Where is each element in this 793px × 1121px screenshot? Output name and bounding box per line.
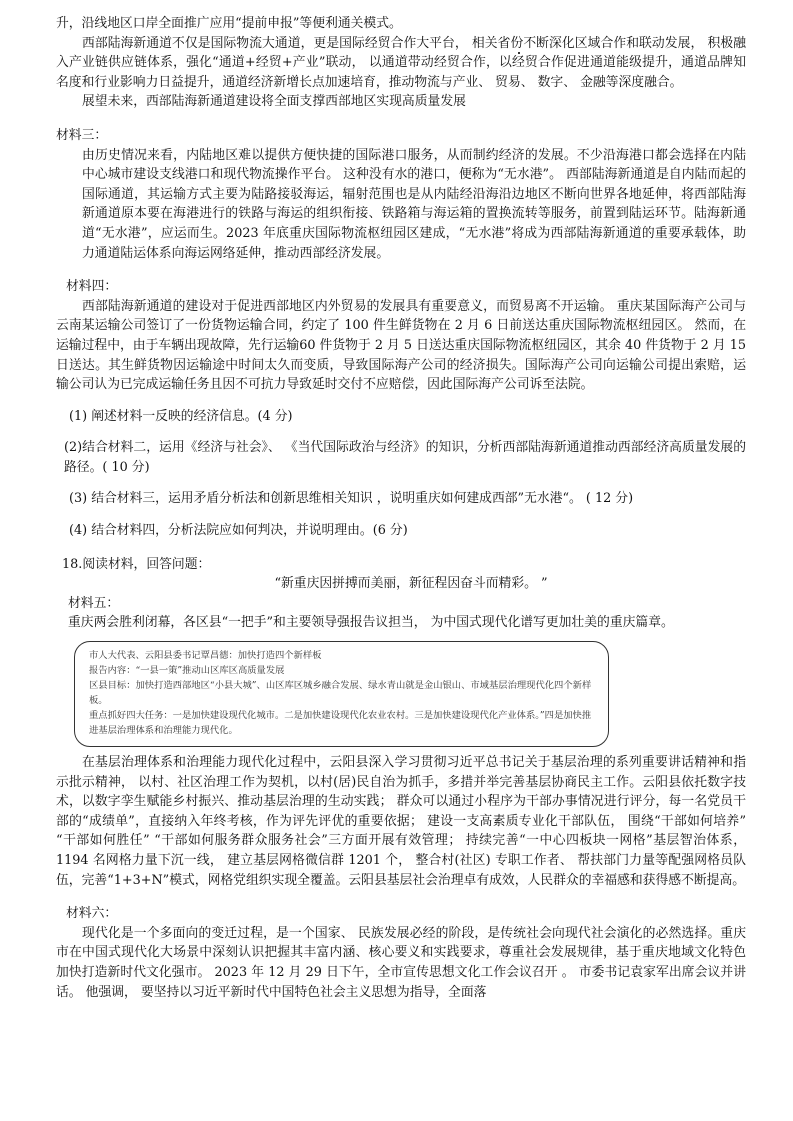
report-summary-box xyxy=(74,641,609,747)
yunyang-governance-paragraph: 在基层治理体系和治理能力现代化过程中，云阳县深入学习贯彻习近平总书记关于基层治理的系列重要讲话精神和指示批示精神， 以村、社区治理工作为契机，以村(居)民自治为抓手，多措并举完善基层协商民主工作。云阳县依托数字技术，以数字孪生赋能乡村振兴、推动基层治理的生动实践； 群众可以通过小程序为干部办事情况进行评分，每一名党员干部的“成绩单”，直接纳入年终考核，作为评先评优的重要依据； 建设一支高素质专业化干部队伍， 围绕“干部如何培养” “干部如何胜任” “干部如何服务群众服务社会”三方面开展有效管理； 持续完善“一中心四板块一网格”基层智治体系，1194 名网格力量下沉一线， 建立基层网格微信群 1201 个， 整合村(社区) 专职工作者、 帮扶部门力量等配强网格员队伍，完善“1+3+N”模式，网格党组织实现全覆盖。云阳县基层社会治理卓有成效，人民群众的幸福感和获得感不断提高。 xyxy=(56,755,746,888)
box-line-1: 市人大代表、云阳县委书记覃昌德：加快打造四个新样板 xyxy=(89,650,322,662)
material4-text: 西部陆海新通道的建设对于促进西部地区内外贸易的发展具有重要意义，而贸易离不开运输。 重庆某国际海产公司与云南某运输公司签订了一份货物运输合同，约定了 100 件生鲜货物在 2 月 6 日前送达重庆国际物流枢纽园区。 然而，在运输过程中，由于车辆出现故障，先行运输60 件货物于 2 月 5 日送达重庆国际物流枢纽园区，其余 40 件货物于 2 月 15 日送达。其生鲜货物因运输途中时间太久而变质，导致国际海产公司的经济损失。国际海产公司向运输公司提出索赔，运输公司认为已完成运输任务且因不可抗力导致延时交付不应赔偿，因此国际海产公司诉至法院。 xyxy=(56,298,746,393)
box-line-4: 重点抓好四大任务：一是加快建设现代化城市。二是加快建设现代化农业农村。三是加快建设现代化产业体系。”四是加快推进基层治理体系和治理能力现代化。 xyxy=(89,710,592,737)
material2-paragraph: 西部陆海新通道不仅是国际物流大通道，更是国际经贸合作大平台， 相关省份不断深化区域合作和联动发展， 积极融入产业链供应链体系，强化“通道+经贸+产业”联动， 以通道带动经贸合作，以经贸合作促进通道能级提升，通道品牌知名度和行业影响力日益提升，通道经济新增长点加速培育，推动物流与产业、 贸易、 数字、 金融等深度融合。 xyxy=(56,35,746,90)
material5-text: 重庆两会胜利闭幕，各区县“一把手”和主要领导强报告议担当， 为中国式现代化谱写更加壮美的重庆篇章。 xyxy=(68,615,674,631)
document-page xyxy=(56,14,746,1002)
material2-outlook: 展望未来，西部陆海新通道建设将全面支撑西部地区实现高质量发展 xyxy=(82,94,466,110)
material3-block xyxy=(56,146,746,264)
material3-label: 材料三： xyxy=(56,127,108,143)
continuation-line: 升，沿线地区口岸全面推广应用“提前申报”等便利通关模式。 xyxy=(56,16,402,31)
material4-label: 材料四： xyxy=(66,279,118,295)
box-line-3: 区县目标：加快打造西部地区“小县大城”、山区库区城乡融合发展、绿水青山就是金山银山、市域基层治理现代化四个新样板。 xyxy=(89,680,592,707)
material6-text: 现代化是一个多面向的变迁过程，是一个国家、 民族发展必经的阶段，是传统社会向现代社会演化的必然选择。重庆市在中国式现代化大场景中深刻认识把握其丰富内涵、核心要义和实践要求，尊重社会发展规律，基于重庆地域文化特色加快打造新时代文化强市。 2023 年 12 月 29 日下午，全市宣传思想文化工作会议召开 。 市委书记袁家军出席会议并讲话。 他强调， 要坚持以习近平新时代中国特色社会主义思想为指导，全面落 xyxy=(56,925,746,1000)
question-1: (1) 阐述材料一反映的经济信息。(4 分) xyxy=(69,408,293,424)
question-3: (3) 结合材料三，运用矛盾分析法和创新思维相关知识 ，说明重庆如何建成西部”无水港“。 ( 12 分) xyxy=(69,491,634,507)
material6-label: 材料六： xyxy=(66,906,118,922)
question-4: (4) 结合材料四，分析法院应如何判决，并说明理由。(6 分) xyxy=(69,523,408,539)
material5-label: 材料五： xyxy=(68,595,120,611)
material3-text: 由历史情况来看，内陆地区难以提供方便快捷的国际港口服务，从而制约经济的发展。不少沿海港口都会选择在内陆中心城市建设支线港口和现代物流操作平台。 这种没有水的港口，便称为“无水港”。 西部陆海新通道是自内陆而起的国际通道，其运输方式主要为陆路接驳海运，辐射范围也是从内陆经沿海沿边地区不断向世界各地延伸，将西部陆海新通道原本要在海港进行的铁路与海运的组织衔接、铁路箱与海运箱的置换流转等服务，前置到陆运环节。陆海新通道“无水港”，应运而生。2023 年底重庆国际物流枢纽园区建成，“无水港”将成为西部陆海新通道的重要承载体，助力通道陆运体系向海运网络延伸，推动西部经济发展。 xyxy=(82,147,746,261)
box-line-2: 报告内容：“一县一策”推动山区库区高质量发展 xyxy=(89,665,285,677)
question-2: (2)结合材料二，运用《经济与社会》、 《当代国际政治与经济》的知识，分析西部陆海新通道推动西部经济高质量发展的路径。( 10 分) xyxy=(64,440,746,475)
question-18-heading: 18.阅读材料，回答问题： xyxy=(62,556,211,572)
question-18-quote: “新重庆因拼搏而美丽，新征程因奋斗而精彩。 ” xyxy=(274,576,548,592)
